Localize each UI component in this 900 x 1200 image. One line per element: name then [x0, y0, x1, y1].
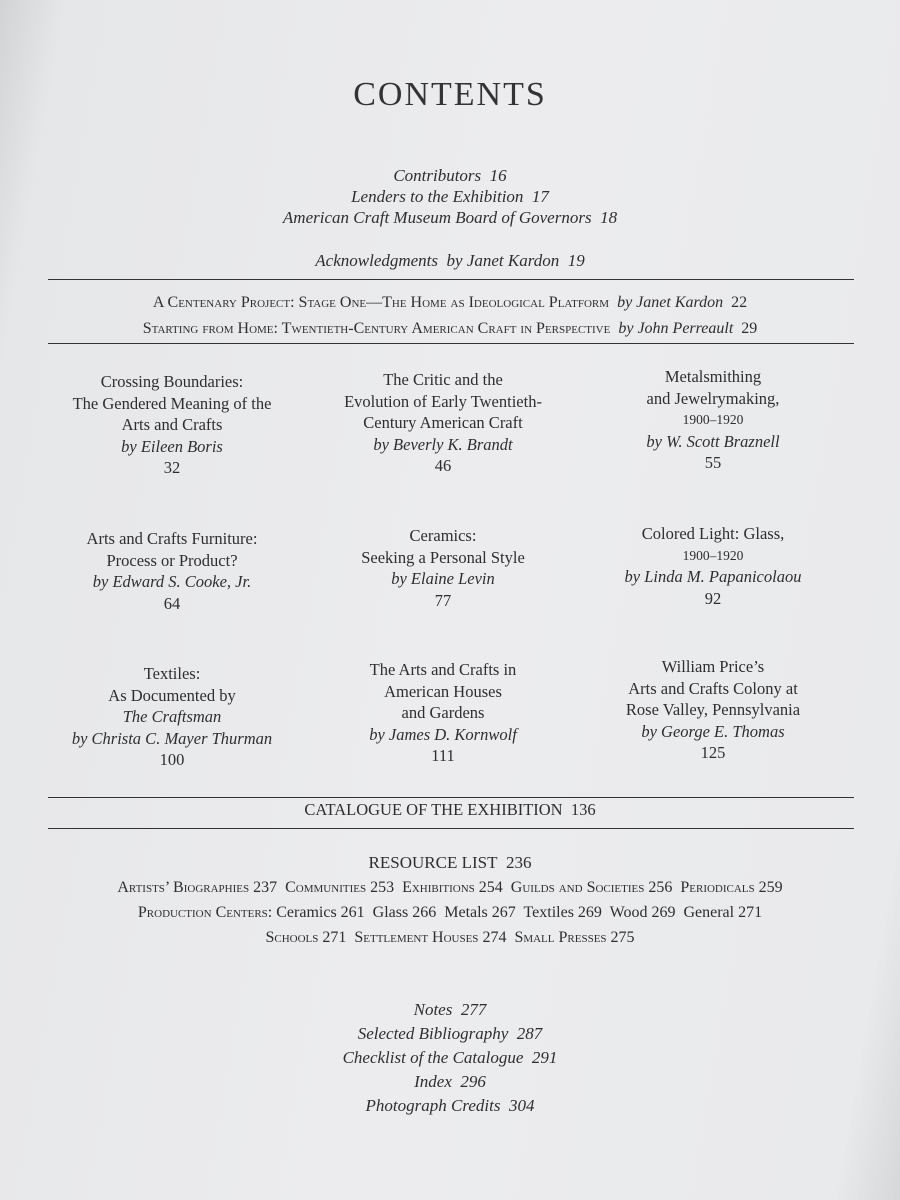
front-matter-item: American Craft Museum Board of Governors 18 [282, 208, 618, 227]
resource-row: Production Centers: Ceramics 261 Glass 266 Metals 267 Textiles 269 Wood 269 General 271 [137, 904, 763, 921]
chapter-entry: Ceramics: Seeking a Personal Style by Elaine Levin 77 [361, 526, 525, 610]
essay-item: Starting from Home: Twentieth-Century American Craft in Perspective by John Perreault 29 [142, 320, 758, 337]
back-matter-item: Photograph Credits 304 [365, 1096, 535, 1115]
essays-section [0, 290, 900, 342]
resource-list-heading: RESOURCE LIST 236 [368, 853, 532, 872]
front-matter-item: Contributors 16 [393, 166, 507, 185]
resource-list [0, 850, 900, 950]
chapter-entry: Textiles: As Documented by The Craftsman by Christa C. Mayer Thurman 100 [71, 664, 273, 769]
back-matter [0, 998, 900, 1118]
back-matter-item: Checklist of the Catalogue 291 [342, 1048, 558, 1067]
back-matter-item: Notes 277 [413, 1000, 487, 1019]
back-matter-item: Selected Bibliography 287 [357, 1024, 543, 1043]
front-matter [0, 165, 900, 271]
divider-rule [48, 828, 854, 829]
back-matter-item: Index 296 [414, 1072, 486, 1091]
divider-rule [48, 343, 854, 344]
chapter-entry: Colored Light: Glass, 1900–1920 by Linda M. Papanicolaou 92 [624, 524, 802, 608]
divider-rule [48, 279, 854, 280]
chapter-entry: Crossing Boundaries: The Gendered Meaning of the Arts and Crafts by Eileen Boris 32 [72, 372, 272, 477]
page-title: CONTENTS [353, 76, 547, 113]
essay-item: A Centenary Project: Stage One—The Home as Ideological Platform by Janet Kardon 22 [152, 294, 748, 311]
divider-rule [48, 797, 854, 798]
chapter-entry: William Price’s Arts and Crafts Colony at Rose Valley, Pennsylvania by George E. Thomas 125 [625, 657, 801, 762]
chapter-entry: Arts and Crafts Furniture: Process or Product? by Edward S. Cooke, Jr. 64 [86, 529, 258, 613]
acknowledgments-item: Acknowledgments by Janet Kardon 19 [315, 251, 585, 270]
chapter-entry: The Critic and the Evolution of Early Twentieth- Century American Craft by Beverly K. Brandt 46 [344, 370, 542, 475]
chapter-entry: The Arts and Crafts in American Houses and Gardens by James D. Kornwolf 111 [369, 660, 517, 765]
resource-row: Artists’ Biographies 237 Communities 253 Exhibitions 254 Guilds and Societies 256 Periodicals 259 [117, 879, 783, 896]
catalogue-entry: CATALOGUE OF THE EXHIBITION 136 [304, 800, 596, 819]
front-matter-item: Lenders to the Exhibition 17 [351, 187, 549, 206]
resource-row: Schools 271 Settlement Houses 274 Small Presses 275 [265, 929, 635, 946]
chapter-entry: Metalsmithing and Jewelrymaking, 1900–1920 by W. Scott Braznell 55 [646, 367, 780, 472]
